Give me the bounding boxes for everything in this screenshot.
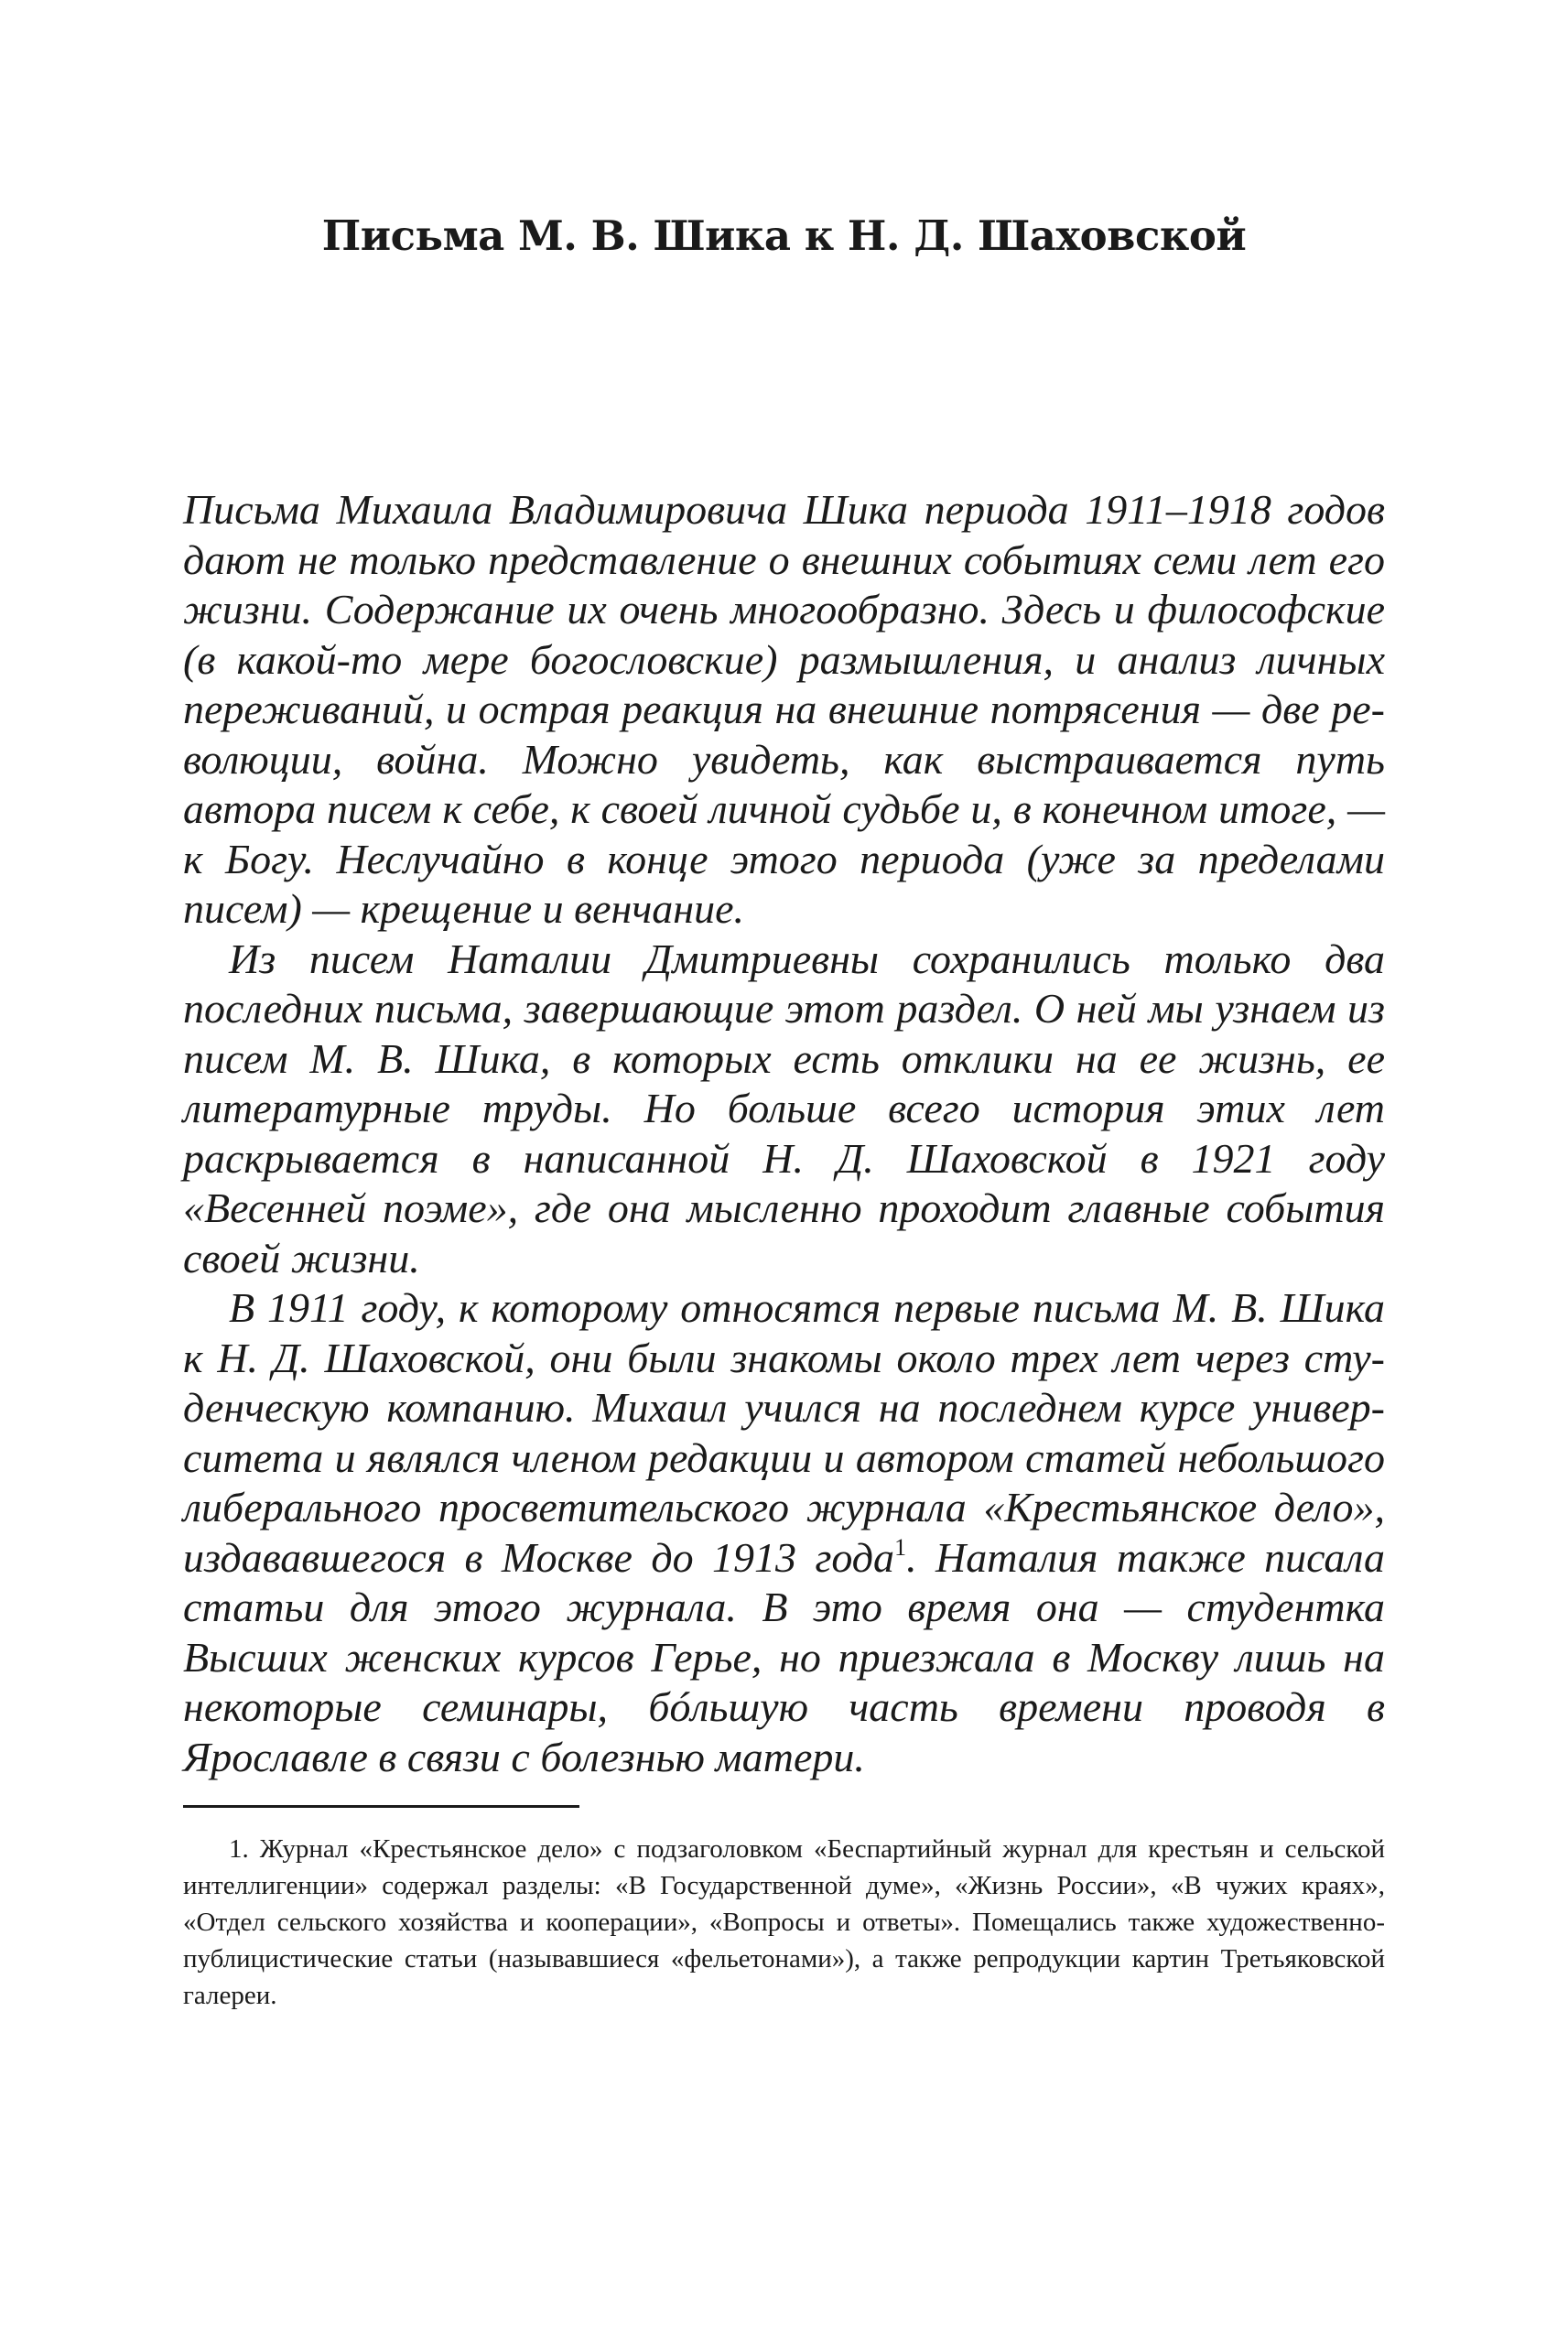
paragraph-3-part-1: В 1911 году, к которому относятся первые письма М. В. Шика к Н. Д. Шаховской, они были знакомы около трех лет через студенческую компанию. Михаил учился на последнем курсе университета и являлся членом редакции и автором статей небольшого либерального просветительского журнала «Крестьянское дело», издававшегося в Москве до 1913 года xyxy=(183,1284,1385,1581)
paragraph-2: Из писем Наталии Дмитриевны сохранились только два последних письма, завершающие этот раздел. О ней мы узнаем из писем М. В. Шика, в которых есть отклики на ее жизнь, ее литературные труды. Но больше всего история этих лет раскрывается в написанной Н. Д. Шаховской в 1921 году «Весенней поэме», где она мысленно проходит главные события своей жизни. xyxy=(183,935,1385,1281)
main-text xyxy=(183,485,1385,1782)
paragraph-3-part-2: . Наталия также писала статьи для этого журнала. В это время она — студентка Высших женских курсов Герье, но приезжала в Москву лишь на некоторые семинары, бóльшую часть времени проводя в Ярославле в связи с болезнью матери. xyxy=(183,1533,1386,1780)
paragraph-3 xyxy=(183,1283,1385,1782)
footnote-reference: 1 xyxy=(894,1533,907,1561)
footnote: 1. Журнал «Крестьянское дело» с подзаголовком «Беспартийный журнал для крестьян и сельской интеллигенции» содержал разделы: «В Государственной думе», «Жизнь России», «В чужих краях», «Отдел сельского хозяйства и кооперации», «Вопросы и ответы». Помещались также художественно-публицистические статьи (называвшиеся «фельетонами»), а также репродукции картин Третьяковской галереи. xyxy=(183,1834,1385,2010)
footnote-separator xyxy=(183,1805,579,1808)
page-title: Письма М. В. Шика к Н. Д. Шаховской xyxy=(321,211,1247,260)
paragraph-1: Письма Михаила Владимировича Шика периода 1911–1918 годов дают не только представление о внешних событиях семи лет его жизни. Содержание их очень многообразно. Здесь и философские (в какой-то мере богословские) размышления, и анализ личных переживаний, и острая реакция на внешние потрясения — две революции, война. Можно увидеть, как выстраивается путь автора писем к себе, к своей личной судьбе и, в конечном итоге, — к Богу. Неслучайно в конце этого периода (уже за пределами писем) — крещение и венчание. xyxy=(183,486,1385,932)
